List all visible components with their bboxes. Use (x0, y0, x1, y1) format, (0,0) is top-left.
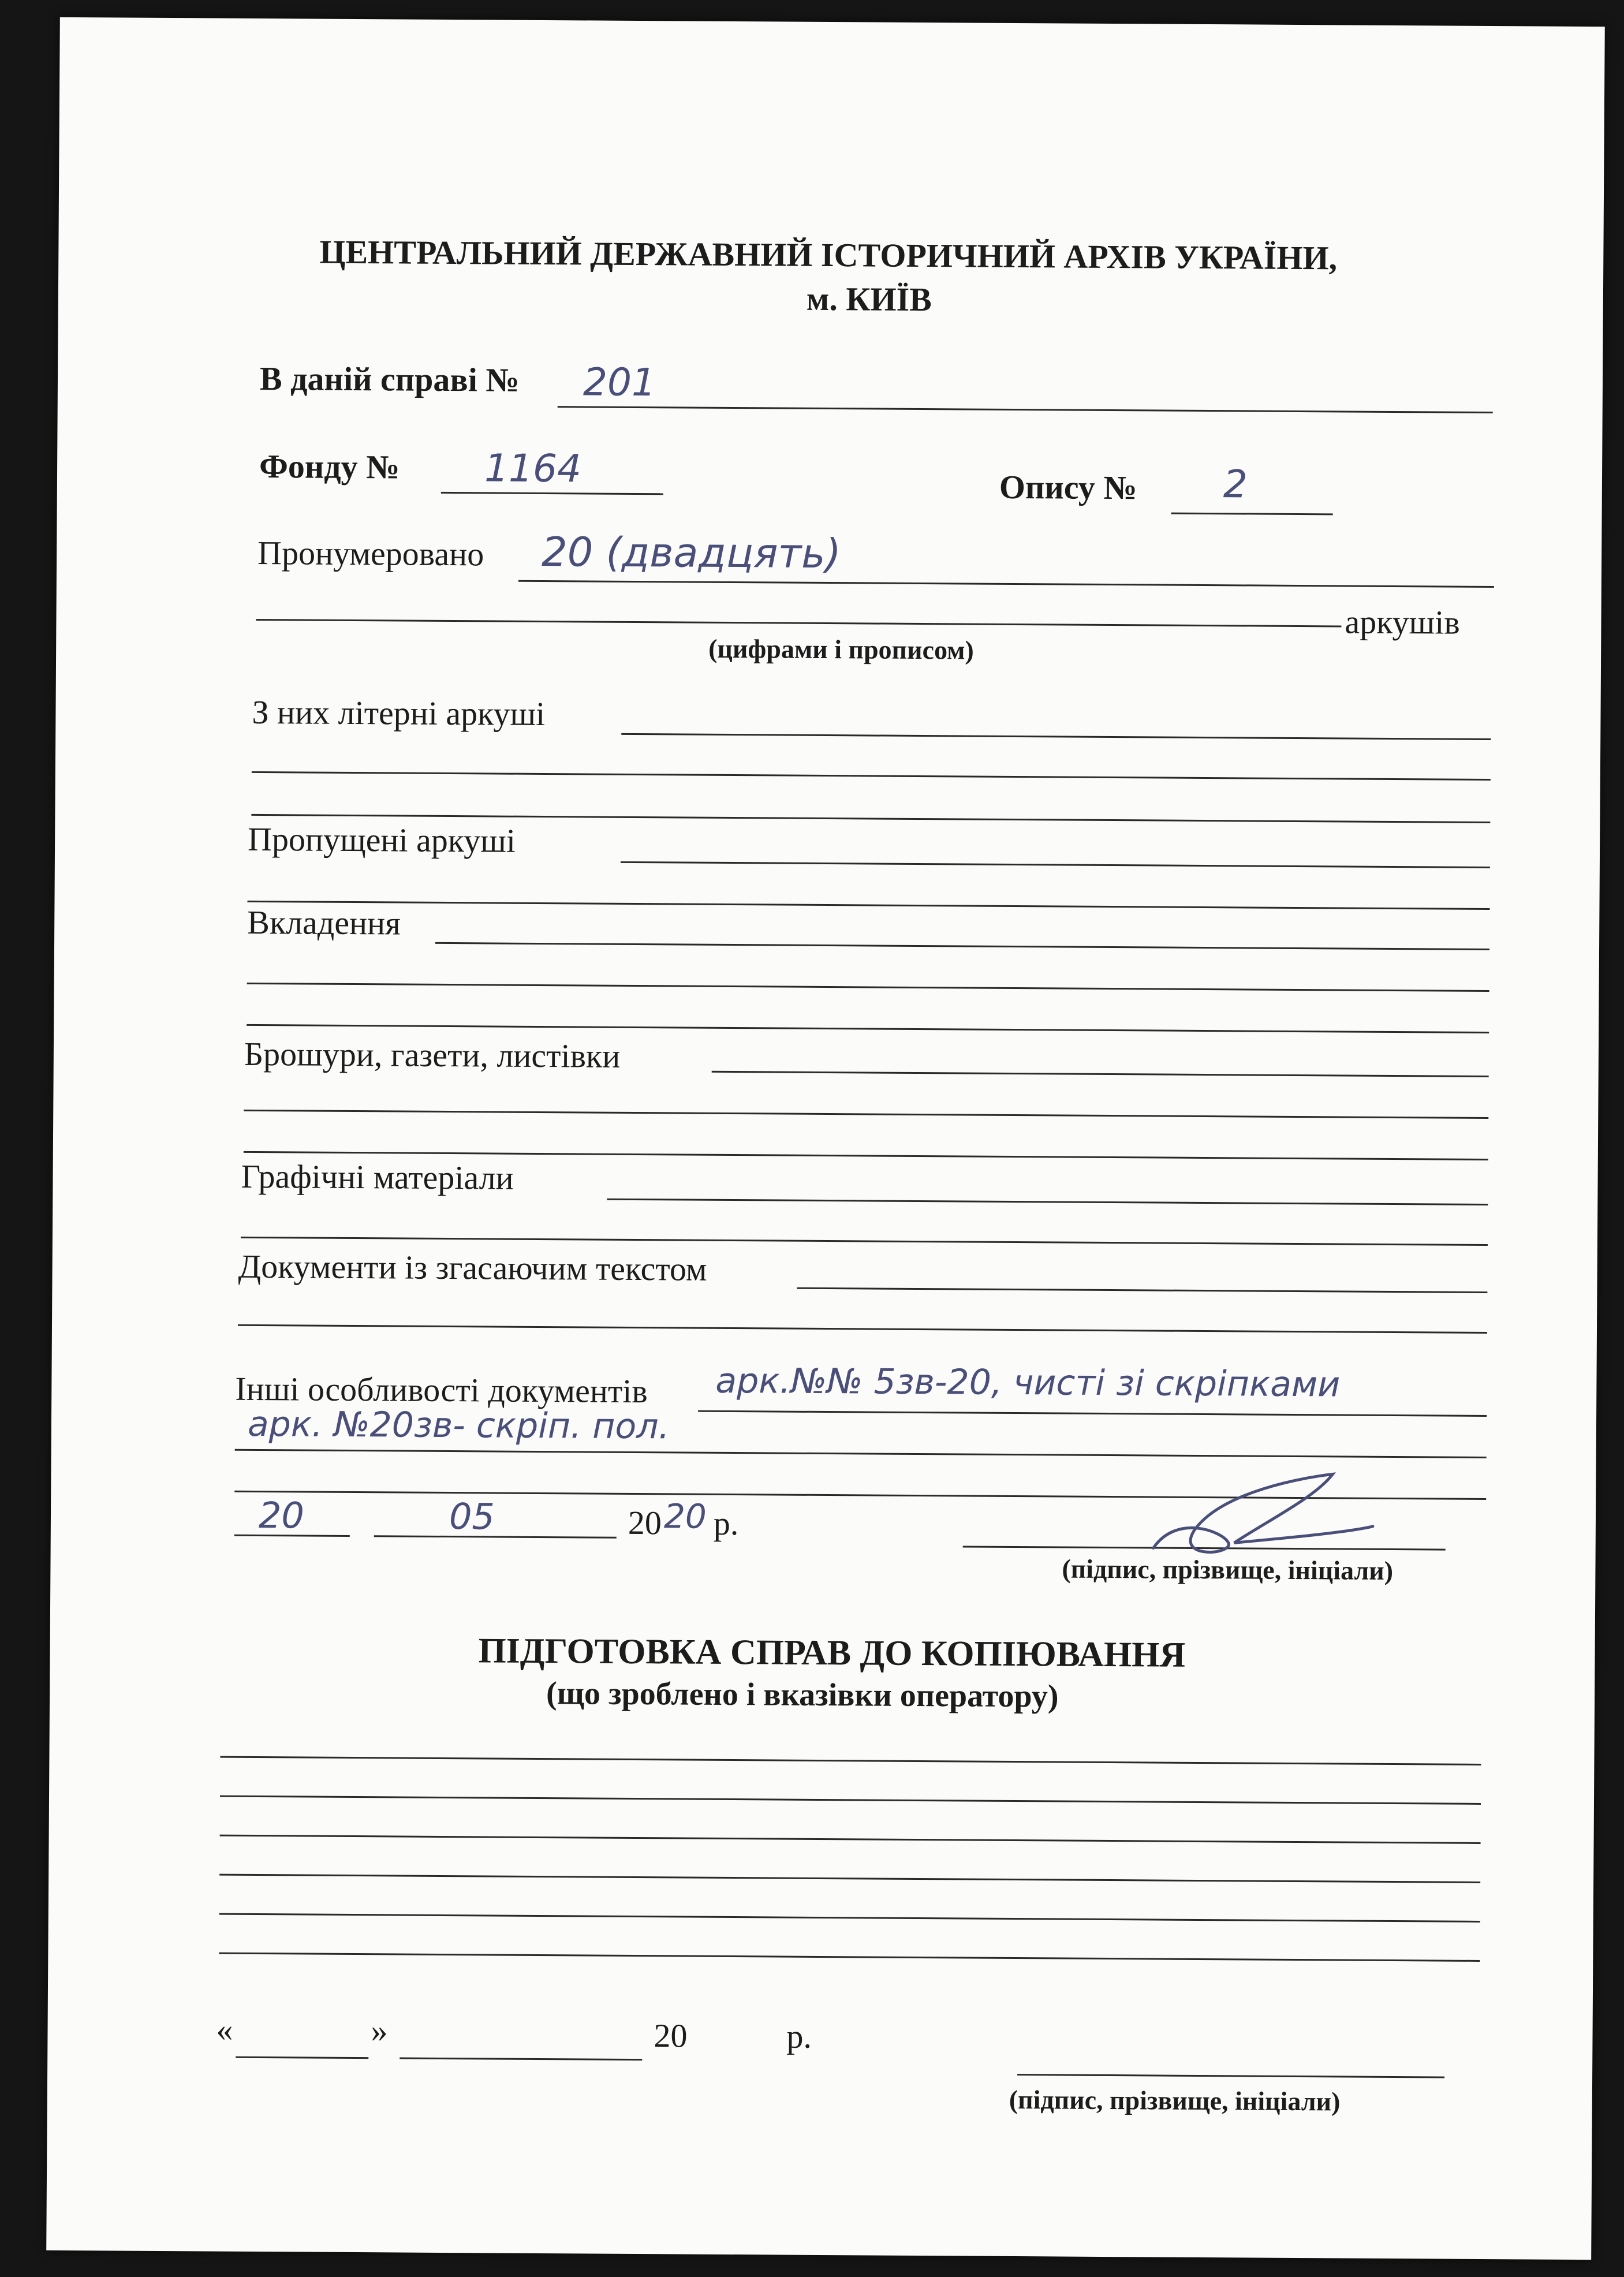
other-line-1 (698, 1410, 1487, 1417)
copy-line-3 (220, 1835, 1481, 1844)
graphic-line-2 (241, 1237, 1488, 1246)
graphic-label: Графічні матеріали (241, 1157, 514, 1197)
case-label: В даній справі № (259, 359, 520, 399)
copy-line-2 (220, 1796, 1481, 1805)
fading-label: Документи із згасаючим текстом (238, 1247, 707, 1288)
letter-sheets-label: З них літерні аркуші (252, 693, 546, 733)
copy-line-5 (219, 1913, 1480, 1923)
copy-date-open: « (216, 2010, 233, 2048)
copy-signature-hint: (підпис, прізвище, ініціали) (1009, 2084, 1341, 2117)
inserts-label: Вкладення (247, 903, 401, 942)
brochures-label: Брошури, газети, листівки (244, 1035, 621, 1075)
fond-line (441, 492, 663, 495)
copy-line-6 (219, 1953, 1480, 1962)
missing-sheets-label: Пропущені аркуші (247, 820, 516, 860)
case-value: 201 (583, 360, 656, 405)
copy-section-title: ПІДГОТОВКА СПРАВ ДО КОПІЮВАННЯ (478, 1631, 1186, 1675)
opys-line (1171, 513, 1333, 516)
other-value-line-2: арк. №20зв- скріп. пол. (247, 1403, 670, 1447)
signature-hint: (підпис, прізвище, ініціали) (1062, 1554, 1394, 1586)
date-month-line (374, 1535, 617, 1539)
copy-date-day-line (236, 2056, 368, 2059)
opys-label: Опису № (999, 468, 1137, 507)
copy-date-close: » (371, 2011, 388, 2050)
missing-line-2 (247, 901, 1489, 910)
numbered-value: 20 (двадцять) (541, 528, 842, 578)
fading-line-1 (797, 1287, 1487, 1293)
date-year-hand: 20 (663, 1496, 707, 1536)
archive-name: ЦЕНТРАЛЬНИЙ ДЕРЖАВНИЙ ІСТОРИЧНИЙ АРХІВ УКРАЇНИ, (319, 233, 1338, 277)
copy-signature-line (1017, 2074, 1444, 2078)
copy-year-suffix: р. (786, 2017, 812, 2055)
copy-date-month-line (400, 2058, 642, 2061)
numbered-line (518, 580, 1494, 588)
letter-line-2 (252, 771, 1491, 781)
archive-form-sheet (46, 17, 1605, 2260)
inserts-line-1 (435, 942, 1489, 950)
graphic-line-1 (607, 1199, 1488, 1205)
signature-scribble-icon (1142, 1461, 1385, 1561)
other-value-line-1: арк.№№ 5зв-20, чисті зі скріпками (715, 1360, 1341, 1405)
letter-line-1 (621, 733, 1491, 740)
inserts-line-2 (247, 983, 1489, 992)
missing-line-1 (621, 861, 1490, 868)
inserts-line-3 (247, 1024, 1489, 1033)
case-line (558, 406, 1493, 413)
other-line-2 (235, 1449, 1487, 1458)
archive-city: м. КИЇВ (806, 279, 932, 319)
copy-section-subtitle: (що зроблено і вказівки оператору) (546, 1675, 1059, 1715)
brochures-line-1 (712, 1071, 1489, 1077)
numbered-label: Пронумеровано (257, 533, 484, 573)
date-month: 05 (449, 1495, 495, 1538)
sheets-suffix: аркушів (1345, 603, 1460, 641)
other-label: Інші особливості документів (235, 1369, 648, 1410)
copy-line-4 (219, 1874, 1480, 1883)
opys-value: 2 (1223, 462, 1248, 507)
digits-hint: (цифрами і прописом) (708, 633, 974, 665)
numbered-line-2 (256, 619, 1341, 627)
date-year-prefix: 20 (628, 1503, 662, 1542)
date-day: 20 (258, 1494, 305, 1537)
copy-year-prefix: 20 (654, 2017, 688, 2055)
fond-label: Фонду № (259, 447, 400, 486)
date-suffix: р. (713, 1504, 739, 1543)
fond-value: 1164 (484, 446, 582, 491)
copy-line-1 (220, 1756, 1481, 1765)
brochures-line-2 (244, 1110, 1488, 1119)
fading-line-2 (238, 1324, 1487, 1334)
